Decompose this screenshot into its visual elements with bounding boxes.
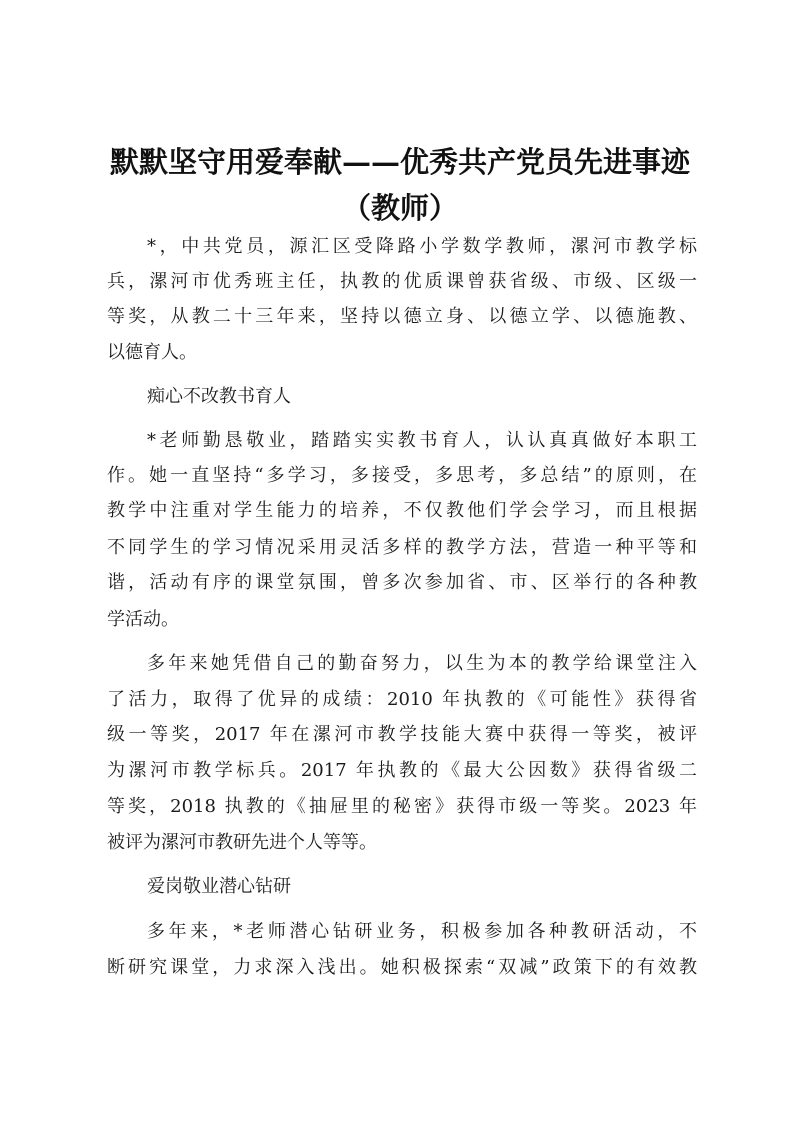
paragraph-line: 了活力，取得了优异的成绩：2010 年执教的《可能性》获得省 [107,689,697,710]
section-heading: 爱岗敬业潜心钻研 [147,876,291,897]
paragraph-line: 以德育人。 [107,342,197,363]
paragraph-line: 学活动。 [107,609,179,630]
document-subtitle: （教师） [341,191,458,225]
document-title: 默默坚守用爱奉献——优秀共产党员先进事迹 [109,145,690,179]
paragraph-line: *，中共党员，源汇区受降路小学数学教师，漯河市教学标 [147,236,697,257]
paragraph-line: 兵，漯河市优秀班主任，执教的优质课曾获省级、市级、区级一 [107,271,697,292]
paragraph-line: 为漯河市教学标兵。2017 年执教的《最大公因数》获得省级二 [107,760,697,781]
paragraph-line: 不同学生的学习情况采用灵活多样的教学方法，营造一种平等和 [107,537,697,558]
paragraph-line: 多年来她凭借自己的勤奋努力，以生为本的教学给课堂注入 [147,653,697,674]
section-heading: 痴心不改教书育人 [147,386,291,407]
paragraph-line: 作。她一直坚持“多学习，多接受，多思考，多总结”的原则，在 [107,465,697,486]
paragraph-line: 等奖，从教二十三年来，坚持以德立身、以德立学、以德施教、 [107,306,697,327]
paragraph-line: 多年来，*老师潜心钻研业务，积极参加各种教研活动，不 [147,921,697,942]
paragraph-line: 被评为漯河市教研先进个人等等。 [107,832,377,853]
paragraph-line: 等奖，2018 执教的《抽屉里的秘密》获得市级一等奖。2023 年 [107,796,697,817]
paragraph-line: 断研究课堂，力求深入浅出。她积极探索“双减”政策下的有效教 [107,957,697,978]
paragraph-line: 级一等奖，2017 年在漯河市教学技能大赛中获得一等奖，被评 [107,724,697,745]
paragraph-line: 谐，活动有序的课堂氛围，曾多次参加省、市、区举行的各种教 [107,572,697,593]
paragraph-line: *老师勤恳敬业，踏踏实实教书育人，认认真真做好本职工 [147,430,697,451]
paragraph-line: 教学中注重对学生能力的培养，不仅教他们学会学习，而且根据 [107,500,697,521]
